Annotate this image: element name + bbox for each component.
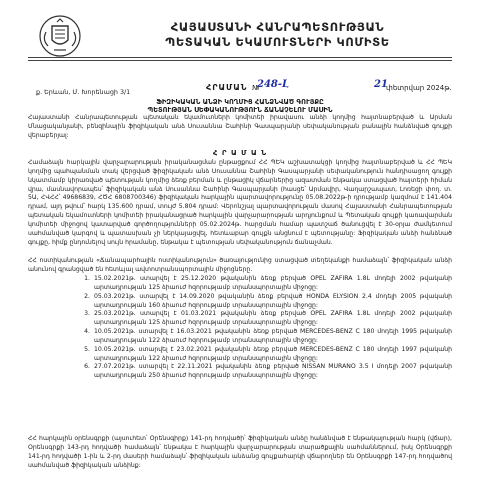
header-divider-bottom (28, 60, 452, 61)
document-title-line1: ՖԻԶԻԿԱԿԱՆ ԱՆՁԻ ԿՈՂՄԻՑ ՀԱՆՁՆՎԱԾ ԳՈՒՅՔԸ (156, 98, 324, 106)
list-item-text: 10.05.2021թ. ստարվել է 23.02.2021 թվականին ձեռք բերված MERCEDES-BENZ C 180 մոդելի 1997 թվականի արտադրության 122 ձիաուժ հզորությամբ տրանսպորտային միջոցը: (94, 345, 452, 362)
list-item (28, 363, 452, 381)
list-item-number: 1. (84, 275, 90, 282)
coat-of-arms-emblem (38, 14, 82, 58)
address: ք. Երևան, Մ. Խորենացի 3/1 (36, 88, 131, 96)
list-item-text: 15.02.2021թ. ստարվել է 25.12.2020 թվականին ձեռք բերված OPEL ZAFIRA 1.8L մոդելի 2002 թվականի արտադրության 125 ձիաուժ հզորությամբ տրանսպորտային միջոցը: (94, 275, 452, 291)
list-item-text: 10.05.2021թ. ստարվել է 16.03.2021 թվականին ձեռք բերված MERCEDES-BENZ C 180 մոդելի 1995 թվականի արտադրության 122 ձիաուժ հզորությամբ տրանսպորտային միջոցը: (94, 328, 452, 344)
list-item-text: 27.07.2021թ. ստարվել է 22.11.2021 թվականին ձեռք բերված NISSAN MURANO 3.5 I մոդելի 2007 թվականի արտադրության 250 ձիաուժ հզորությամբ տրանսպորտային միջոցը: (94, 363, 452, 380)
list-item-number: 3. (84, 310, 90, 318)
list-item-number: 6. (84, 363, 90, 371)
list-intro-paragraph: ՀՀ ոստիկանության «Ճանապարհային ոստիկանություն» ծառայությունից ստացված տեղեկանքի համաձայն՝ ֆիզիկական անձի անունով գրանցված են հետևյալ ավտոտրանսպորտային միջոցները. (28, 257, 452, 273)
list-item (28, 346, 452, 364)
order-label: ՀՐԱՄԱՆ (206, 83, 248, 92)
document-title-line2: ՊԵՏՈՒԹՅԱՆ ՍԵՓԱԿԱՆՈՒԹՅՈՒՆ ՃԱՆԱՉԵԼՈՒ ՄԱՍԻՆ (147, 106, 333, 114)
order-date-tail: փետրվար 2024թ. (386, 84, 452, 92)
list-item-text: 05.03.2021թ. ստարվել է 14.09.2020 թվականին ձեռք բերված HONDA ELYSION 2.4 մոդելի 2005 թվականի արտադրության 160 ձիաուժ հզորությամբ տրանսպորտային միջոցը: (94, 292, 452, 309)
list-item (28, 310, 452, 328)
list-item-number: 2. (84, 292, 90, 300)
body-paragraph: Համաձայն հարկային վարչարարության իրականացման ընթացքում ՀՀ ՊԵԿ աշխատակցի կողմից հայտնաբերված և ՀՀ ՊԵԿ կողմից պահպանման տակ վերցված ֆիզիկական անձ Սուսաննա Շահինի Գասպարյանի սեփականություն հանդիսացող գույքի նկատմամբ կիրառված պետության կողմից ձեռք բերման և ընթացիկ վճարներից ազատման ենթակա ստացված հայտերի հիման վրա, մասնավորապես՝ ֆիզիկական անձ Սուսաննա Շահինի Գասպարյանի (հասցե՝ Արմավիր, Վաղարշապատ, Լոռեցի փող. տ. 5Ա, ՀՎՀՀ՝ 49686839, ՀԾՀ 6808700346) ֆիզիկական հարկային պարտավորությունը 05.08.2022թ-ի դրությամբ կազմում է 141.404 դրամ, այդ թվում՝ հարկ 135.600 դրամ, տույժ 5.804 դրամ: Վերոնշյալ պարտավորության մասով Հայաստանի Հանրապետության պետական եկամուտների կոմիտեի իրականացրած հարկային վարչարարության արդյունքում և Պետական գույքի կառավարման կոմիտեի միջոցով կատարված գործողությունների 05.02.2024թ. հարցման համար պատշաճ ծանուցվել է 30-օրյա ժամկետում սահմանված կարգով և պատասխան չի ներկայացվել, հետևաբար գույքն անցնում է պետությանը: Ֆիզիկական անձի հանձնած գույքը, հիմք ընդունելով սույն հրամանը, ենթակա է պետության սեփականություն ճանաչման. (28, 159, 452, 246)
list-item-number: 5. (84, 345, 90, 353)
order-number-prefix: № (252, 84, 260, 92)
list-item-number: 4. (84, 328, 90, 336)
closing-paragraph: ՀՀ հարկային օրենսգրքի (այսուհետ՝ Օրենսգիրք) 141-րդ հոդվածի՝ ֆիզիկական անձը հանձնված է ենթակայության հարկ (վճար), Օրենսգրքի 143-րդ հոդվածի համաձայն՝ ենթակա է հարկային վարչարարության տարածքային սահմաններում, իսկ Օրենսգրքի 141-րդ հոդվածի 1-ին և 2-րդ մասերի համաձայն՝ ֆիզիկական անձանց գույքահարկի վճարողներ են Օրենսգրքի 147-րդ հոդվածով սահմանված ֆիզիկական անձինք: (28, 435, 452, 469)
intro-paragraph: Հայաստանի Հանրապետության պետական եկամուտների կոմիտեի իրավասու անձի կողմից հայտնաբերված և Արման Մնացականյանի, բենզինային ֆիզիկական անձ Սուսաննա Շահինի Գասպարյանի սեփականության բանալին հանձնված գույքի վերաբերյալ: (28, 114, 452, 139)
vehicle-list (28, 275, 452, 381)
list-item-text: 25.03.2021թ. ստարվել է 01.03.2021 թվականին ձեռք բերված OPEL ZAFIRA 1.8L մոդելի 2002 թվականի արտադրության 125 ձիաուժ հզորությամբ տրանսպորտային միջոցը: (94, 310, 452, 327)
header-divider-top (28, 57, 452, 58)
order-number-handwritten: 248-Լ (257, 79, 290, 90)
order-date (356, 84, 452, 92)
list-item (28, 275, 452, 293)
order-day-handwritten: 21 (374, 79, 388, 90)
order-heading: Հ Ր Ա Մ Ա Ն (212, 149, 268, 157)
header-committee: ՊԵՏԱԿԱՆ ԵԿԱՄՈՒՏՆԵՐԻ ԿՈՄԻՏԵ (165, 35, 390, 49)
list-item (28, 328, 452, 346)
header-country: ՀԱՅԱՍՏԱՆԻ ՀԱՆՐԱՊԵՏՈՒԹՅԱՆ (170, 20, 385, 34)
list-item (28, 293, 452, 311)
